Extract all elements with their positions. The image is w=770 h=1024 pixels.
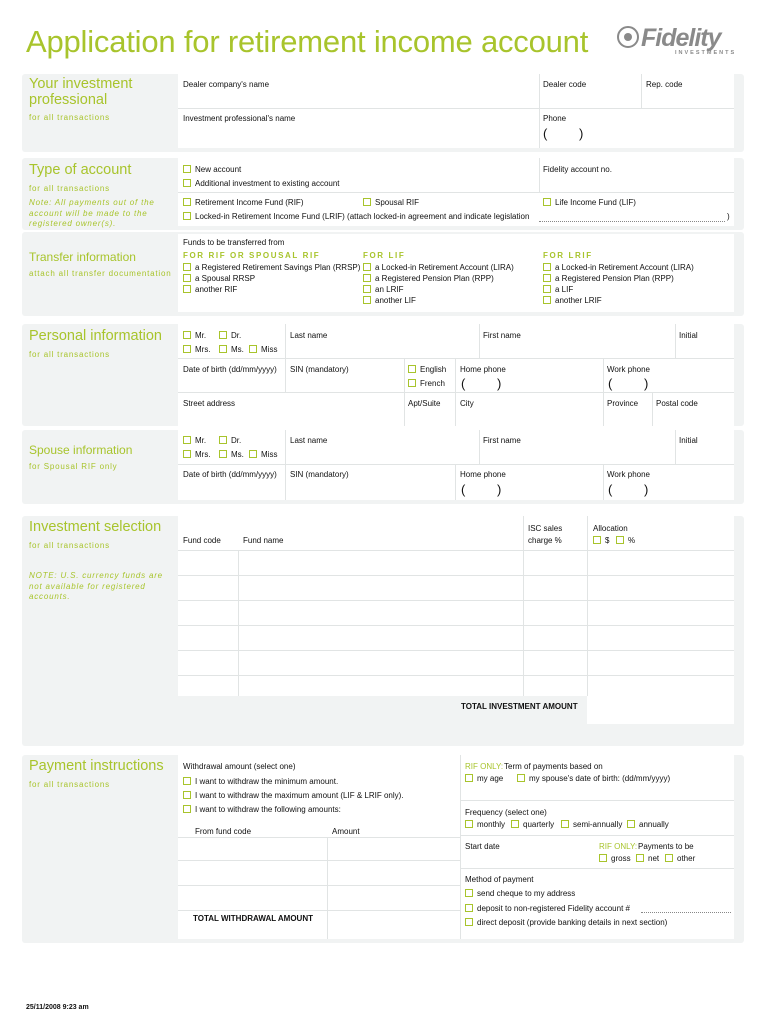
from-fund-header: From fund code [195, 827, 252, 836]
frequency-label: Frequency (select one) [465, 808, 547, 817]
freq-quarterly[interactable]: quarterly [511, 820, 554, 830]
section-subtitle: for all transactions [29, 184, 110, 193]
checkbox[interactable] [219, 436, 227, 444]
street-label: Street address [183, 399, 236, 408]
transfer-lrif-rpp[interactable]: a Registered Pension Plan (RPP) [543, 274, 674, 284]
checkbox[interactable] [219, 450, 227, 458]
transfer-lif-rpp[interactable]: a Registered Pension Plan (RPP) [363, 274, 494, 284]
new-account-option[interactable]: New account [183, 165, 241, 175]
fund-name-header: Fund name [243, 536, 284, 545]
section-subtitle: for all transactions [29, 350, 110, 359]
additional-investment-checkbox[interactable] [183, 179, 191, 187]
section-title-transfer: Transfer information [29, 250, 136, 264]
spouse-first-name-label: First name [483, 436, 521, 445]
allocation-dollar[interactable]: $ [593, 536, 609, 546]
checkbox[interactable] [465, 774, 473, 782]
spouse-home-phone-area[interactable]: ( ) [461, 482, 516, 497]
col-rif-heading: FOR RIF OR SPOUSAL RIF [183, 251, 321, 260]
checkbox[interactable] [363, 263, 371, 271]
total-investment-field[interactable] [587, 696, 734, 724]
logo-subtext: INVESTMENTS [675, 50, 737, 56]
checkbox[interactable] [465, 820, 473, 828]
pay-other[interactable]: other [665, 854, 695, 864]
checkbox[interactable] [543, 285, 551, 293]
spousal-rif-option[interactable]: Spousal RIF [363, 198, 419, 208]
transfer-rrsp[interactable]: a Registered Retirement Savings Plan (RRSP) [183, 263, 360, 273]
transfer-lrif-lira[interactable]: a Locked-in Retirement Account (LIRA) [543, 263, 694, 273]
checkbox[interactable] [517, 774, 525, 782]
rep-code-label: Rep. code [646, 80, 683, 89]
title-miss[interactable]: Miss [249, 345, 277, 355]
apt-label: Apt/Suite [408, 399, 441, 408]
checkbox[interactable] [183, 791, 191, 799]
section-subtitle: for all transactions [29, 541, 110, 550]
withdraw-max[interactable]: I want to withdraw the maximum amount (LIF & LRIF only). [183, 791, 404, 801]
transfer-spousal-rrsp[interactable]: a Spousal RRSP [183, 274, 255, 284]
page-title: Application for retirement income account [26, 24, 589, 59]
currency-note: NOTE: U.S. currency funds are not available for registered accounts. [29, 571, 163, 601]
checkbox[interactable] [593, 536, 601, 544]
new-account-checkbox[interactable] [183, 165, 191, 173]
fidelity-logo [617, 24, 747, 58]
fidelity-account-no-label: Fidelity account no. [543, 165, 612, 174]
rif-option[interactable]: Retirement Income Fund (RIF) [183, 198, 303, 208]
transfer-another-lrif[interactable]: another LRIF [543, 296, 602, 306]
city-label: City [460, 399, 474, 408]
province-label: Province [607, 399, 639, 408]
spouse-last-name-label: Last name [290, 436, 328, 445]
fund-code-header: Fund code [183, 536, 221, 545]
pay-gross[interactable]: gross [599, 854, 631, 864]
work-phone-label: Work phone [607, 365, 650, 374]
checkbox[interactable] [219, 331, 227, 339]
isc-header: ISC sales [528, 524, 563, 533]
spouse-title-mrs[interactable]: Mrs. [183, 450, 211, 460]
spouse-work-phone-area[interactable]: ( ) [608, 482, 663, 497]
checkbox[interactable] [183, 331, 191, 339]
fidelity-account-field[interactable] [641, 912, 731, 913]
spouse-title-mr[interactable]: Mr. [183, 436, 206, 446]
spouse-sin-label: SIN (mandatory) [290, 470, 349, 479]
freq-annually[interactable]: annually [627, 820, 669, 830]
checkbox[interactable] [511, 820, 519, 828]
transfer-lrif-lif[interactable]: a LIF [543, 285, 573, 295]
checkbox[interactable] [543, 274, 551, 282]
spouse-dob-label: Date of birth (dd/mm/yyyy) [183, 470, 277, 479]
dealer-code-label: Dealer code [543, 80, 587, 89]
freq-monthly[interactable]: monthly [465, 820, 505, 830]
method-deposit[interactable]: deposit to non-registered Fidelity account # [465, 904, 630, 914]
dob-label: Date of birth (dd/mm/yyyy) [183, 365, 277, 374]
title-dr[interactable]: Dr. [219, 331, 241, 341]
phone-label: Phone [543, 114, 567, 123]
lif-checkbox[interactable] [543, 198, 551, 206]
checkbox[interactable] [183, 450, 191, 458]
section-subtitle: attach all transfer documentation [29, 269, 172, 278]
checkbox[interactable] [363, 296, 371, 304]
checkbox[interactable] [465, 904, 473, 912]
allocation-percent[interactable]: % [616, 536, 635, 546]
section-title-type-of-account: Type of account [29, 162, 132, 178]
lif-option[interactable]: Life Income Fund (LIF) [543, 198, 636, 208]
spouse-title-miss[interactable]: Miss [249, 450, 277, 460]
checkbox[interactable] [465, 889, 473, 897]
spouse-title-ms[interactable]: Ms. [219, 450, 244, 460]
checkbox[interactable] [183, 436, 191, 444]
section-title-spouse: Spouse information [29, 443, 133, 457]
checkbox[interactable] [543, 296, 551, 304]
checkbox[interactable] [599, 854, 607, 862]
rif-only-label: RIF ONLY: [465, 762, 504, 771]
checkbox[interactable] [183, 274, 191, 282]
logo-text: Fidelity [641, 24, 721, 52]
spouse-home-phone-label: Home phone [460, 470, 506, 479]
phone-area-code-field[interactable]: ( ) [543, 126, 598, 141]
checkbox[interactable] [465, 918, 473, 926]
checkbox[interactable] [665, 854, 673, 862]
postal-label: Postal code [656, 399, 698, 408]
professional-name-label: Investment professional's name [183, 114, 296, 123]
initial-label: Initial [679, 331, 698, 340]
spouse-initial-label: Initial [679, 436, 698, 445]
rif-only-label-2: RIF ONLY: [599, 842, 638, 851]
checkbox[interactable] [183, 805, 191, 813]
checkbox[interactable] [183, 285, 191, 293]
section-title-investment: Investment selection [29, 519, 162, 535]
additional-investment-option[interactable]: Additional investment to existing account [183, 179, 340, 189]
funds-from-label: Funds to be transferred from [183, 238, 285, 247]
payments-to-be-label: Payments to be [638, 842, 694, 851]
isc-header-2: charge % [528, 536, 562, 545]
legislation-field[interactable] [539, 221, 725, 222]
close-paren: ) [727, 212, 730, 221]
total-withdrawal-label: TOTAL WITHDRAWAL AMOUNT [193, 914, 313, 923]
home-phone-label: Home phone [460, 365, 506, 374]
sin-label: SIN (mandatory) [290, 365, 349, 374]
term-spouse-dob[interactable]: my spouse's date of birth: (dd/mm/yyyy) [517, 774, 670, 784]
start-date-label: Start date [465, 842, 500, 851]
withdraw-following[interactable]: I want to withdraw the following amounts: [183, 805, 341, 815]
checkbox[interactable] [363, 274, 371, 282]
checkbox[interactable] [219, 345, 227, 353]
freq-semi[interactable]: semi-annually [561, 820, 622, 830]
checkbox[interactable] [616, 536, 624, 544]
term-label: Term of payments based on [504, 762, 603, 771]
checkbox[interactable] [408, 379, 416, 387]
spouse-work-phone-label: Work phone [607, 470, 650, 479]
home-phone-area[interactable]: ( ) [461, 376, 516, 391]
term-my-age[interactable]: my age [465, 774, 503, 784]
amount-header: Amount [332, 827, 360, 836]
col-lif-heading: FOR LIF [363, 251, 406, 260]
transfer-another-lif[interactable]: another LIF [363, 296, 416, 306]
total-investment-label: TOTAL INVESTMENT AMOUNT [461, 702, 578, 711]
title-mrs[interactable]: Mrs. [183, 345, 211, 355]
method-direct[interactable]: direct deposit (provide banking details in next section) [465, 918, 667, 928]
spouse-title-dr[interactable]: Dr. [219, 436, 241, 446]
transfer-lif-lrif[interactable]: an LRIF [363, 285, 403, 295]
checkbox[interactable] [543, 263, 551, 271]
footer-timestamp: 25/11/2008 9:23 am [26, 1004, 89, 1011]
checkbox[interactable] [561, 820, 569, 828]
rif-checkbox[interactable] [183, 198, 191, 206]
dealer-company-label: Dealer company's name [183, 80, 270, 89]
section-subtitle: for all transactions [29, 113, 110, 122]
section-title-personal: Personal information [29, 328, 162, 344]
last-name-label: Last name [290, 331, 328, 340]
section-subtitle: for all transactions [29, 780, 110, 789]
section-subtitle: for Spousal RIF only [29, 462, 118, 471]
withdrawal-label: Withdrawal amount (select one) [183, 762, 296, 771]
checkbox[interactable] [636, 854, 644, 862]
allocation-header: Allocation [593, 524, 628, 533]
account-note: Note: All payments out of the account will be made to the registered owner(s). [29, 198, 155, 228]
checkbox[interactable] [183, 345, 191, 353]
fidelity-seal-icon [617, 26, 639, 48]
checkbox[interactable] [249, 345, 257, 353]
pay-net[interactable]: net [636, 854, 659, 864]
checkbox[interactable] [363, 285, 371, 293]
transfer-another-rif[interactable]: another RIF [183, 285, 237, 295]
section-title-investment-professional-2: professional [29, 92, 108, 108]
lrif-option[interactable]: Locked-in Retirement Income Fund (LRIF) (attach locked-in agreement and indicate legislation [183, 212, 529, 222]
checkbox[interactable] [627, 820, 635, 828]
checkbox[interactable] [408, 365, 416, 373]
checkbox[interactable] [183, 263, 191, 271]
section-title-investment-professional: Your investment [29, 76, 133, 92]
work-phone-area[interactable]: ( ) [608, 376, 663, 391]
first-name-label: First name [483, 331, 521, 340]
lrif-checkbox[interactable] [183, 212, 191, 220]
title-mr[interactable]: Mr. [183, 331, 206, 341]
section-title-payment: Payment instructions [29, 758, 164, 774]
method-cheque[interactable]: send cheque to my address [465, 889, 575, 899]
checkbox[interactable] [183, 777, 191, 785]
title-ms[interactable]: Ms. [219, 345, 244, 355]
checkbox[interactable] [249, 450, 257, 458]
col-lrif-heading: FOR LRIF [543, 251, 593, 260]
spousal-rif-checkbox[interactable] [363, 198, 371, 206]
method-label: Method of payment [465, 875, 534, 884]
lang-english[interactable]: English [408, 365, 446, 375]
lang-french[interactable]: French [408, 379, 445, 389]
transfer-lif-lira[interactable]: a Locked-in Retirement Account (LIRA) [363, 263, 514, 273]
withdraw-min[interactable]: I want to withdraw the minimum amount. [183, 777, 338, 787]
